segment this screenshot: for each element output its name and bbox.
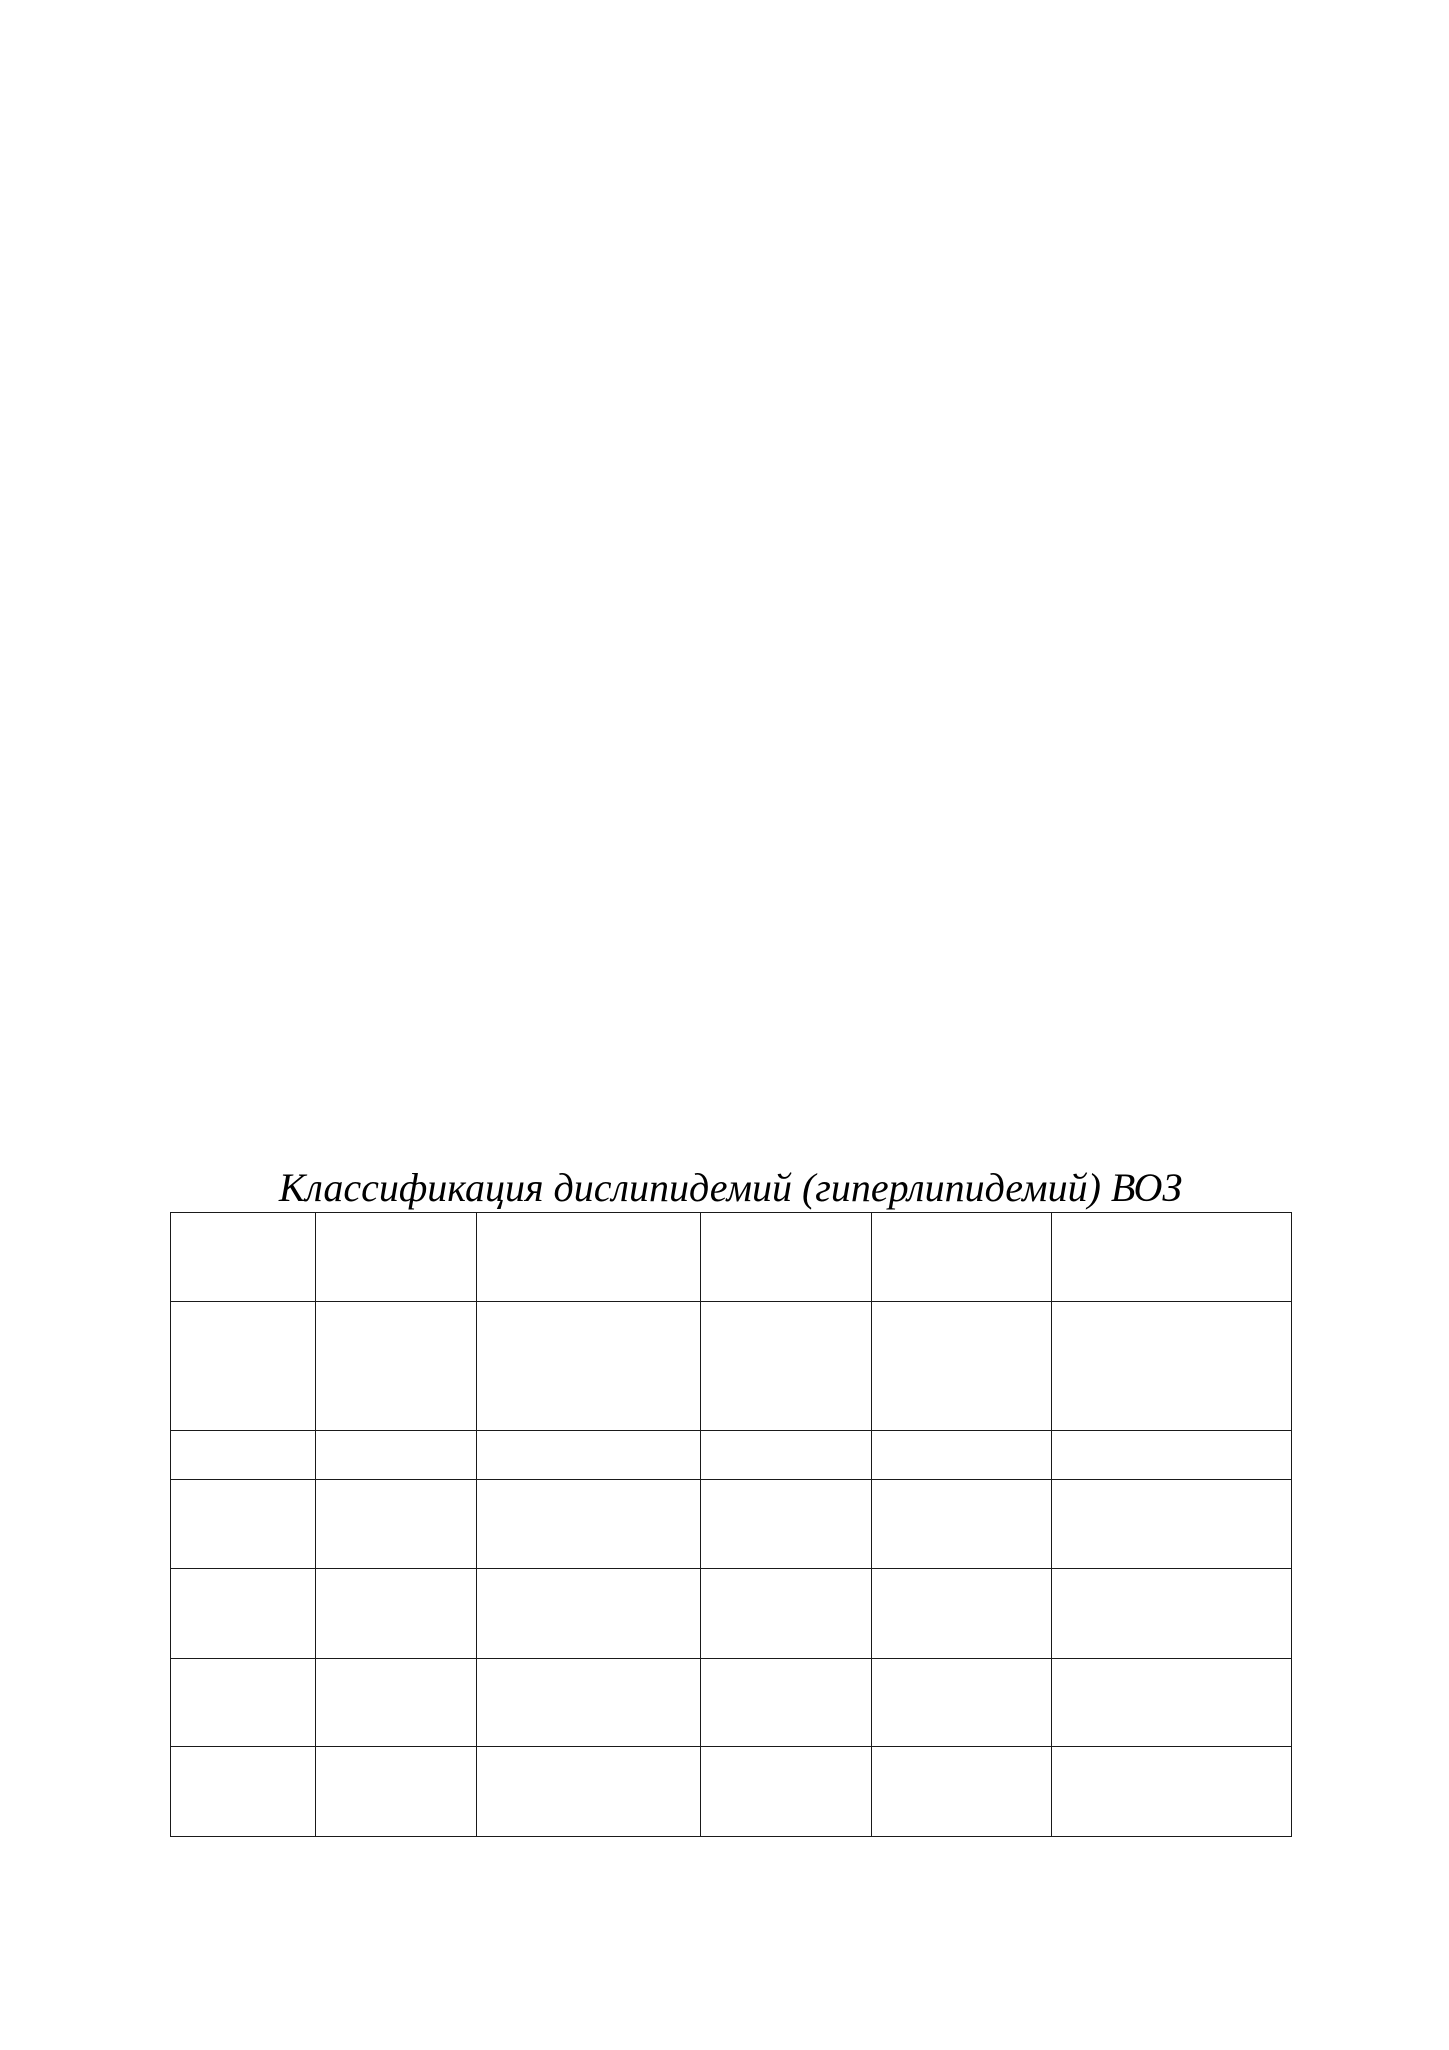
- table-cell: [1052, 1430, 1292, 1479]
- table-cell: [872, 1658, 1052, 1747]
- table-title: Классификация дислипидемий (гиперлипидемий) ВОЗ: [278, 1165, 1183, 1210]
- table-cell: [872, 1430, 1052, 1479]
- table-cell: [701, 1480, 872, 1569]
- table-cell: [316, 1430, 477, 1479]
- table-cell: [1052, 1213, 1292, 1302]
- table-cell: [171, 1430, 316, 1479]
- table-row: [171, 1480, 1292, 1569]
- table-cell: [477, 1568, 701, 1658]
- table-cell: [701, 1747, 872, 1837]
- table-cell: [477, 1480, 701, 1569]
- table-cell: [477, 1658, 701, 1747]
- table-row: [171, 1213, 1292, 1302]
- classification-table: [170, 1212, 1292, 1837]
- table-cell: [171, 1480, 316, 1569]
- table-cell: [701, 1568, 872, 1658]
- table-cell: [1052, 1747, 1292, 1837]
- table-cell: [1052, 1301, 1292, 1430]
- table-cell: [872, 1747, 1052, 1837]
- table-cell: [316, 1747, 477, 1837]
- table-cell: [701, 1213, 872, 1302]
- table-cell: [1052, 1480, 1292, 1569]
- table-row: [171, 1658, 1292, 1747]
- table-cell: [171, 1658, 316, 1747]
- table-cell: [316, 1480, 477, 1569]
- table-row: [171, 1301, 1292, 1430]
- table-cell: [477, 1747, 701, 1837]
- table-cell: [477, 1213, 701, 1302]
- table-cell: [872, 1568, 1052, 1658]
- table-row: [171, 1568, 1292, 1658]
- table-cell: [701, 1658, 872, 1747]
- table-cell: [477, 1301, 701, 1430]
- table-cell: [171, 1747, 316, 1837]
- table-cell: [477, 1430, 701, 1479]
- table-cell: [701, 1301, 872, 1430]
- table-cell: [1052, 1568, 1292, 1658]
- table-cell: [1052, 1658, 1292, 1747]
- table-cell: [872, 1213, 1052, 1302]
- table-cell: [171, 1301, 316, 1430]
- table-cell: [316, 1568, 477, 1658]
- table-body: [171, 1213, 1292, 1837]
- table-cell: [872, 1480, 1052, 1569]
- table-cell: [171, 1213, 316, 1302]
- table-cell: [316, 1301, 477, 1430]
- table-cell: [171, 1568, 316, 1658]
- table-cell: [316, 1658, 477, 1747]
- table-cell: [701, 1430, 872, 1479]
- table-row: [171, 1430, 1292, 1479]
- table-cell: [316, 1213, 477, 1302]
- table-cell: [872, 1301, 1052, 1430]
- table-row: [171, 1747, 1292, 1837]
